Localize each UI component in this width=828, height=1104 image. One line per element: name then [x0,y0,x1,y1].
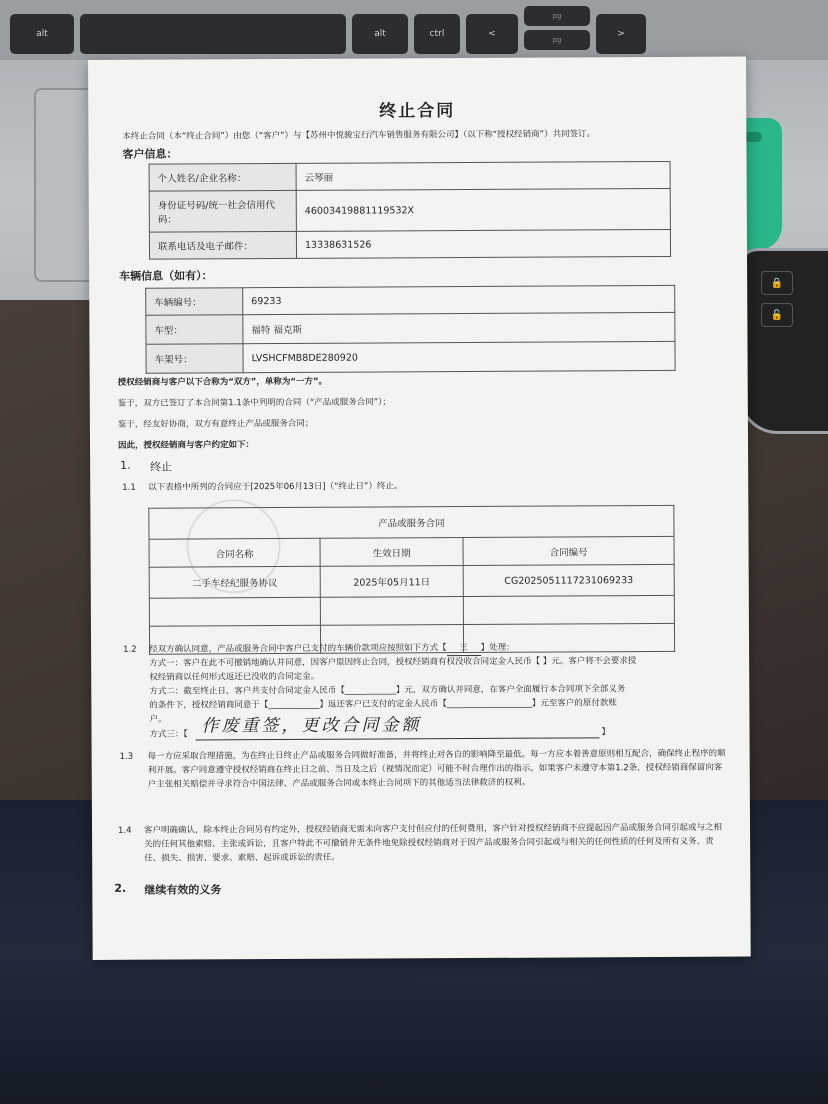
alt-key-right[interactable]: alt [352,14,408,54]
clause-1-1-number: 1.1 [122,482,136,493]
method-1 [149,654,729,685]
table-cell [320,597,463,626]
customer-label: 联系电话及电子邮件： [149,231,296,259]
column-header: 生效日期 [320,538,463,567]
table-cell [463,595,674,624]
table-cell: 二手车经纪服务协议 [149,566,320,598]
table-row [146,285,675,315]
page-up-key[interactable]: pg [524,6,590,26]
method-3-underline [196,737,600,740]
clause-1-2-text: 经双方确认同意，产品或服务合同中客户已支付的车辆价款项应按照如下方式【 [149,643,447,655]
customer-value: 4600341988111953​2X [296,188,670,231]
customer-table [149,161,671,260]
clause-1-3: 每一方应采取合理措施，为在终止日终止产品或服务合同做好准备，并将终止对各自的影响降至最低。每一方应本着善意原则相互配合，确保终止程序的顺利开展。客户同意遵守授权经销商在终止日之前、当日及之后（视情况而定）可能不时合理作出的指示。如果客户未遵守本第1.2条，授权经销商保留向客户主张相关赔偿并寻求符合中国法律、产品或服务合同或本终止合同项下的其他适当法律救济的权利。 [147,748,726,790]
page-down-key[interactable]: pg [524,30,590,50]
table-row [149,505,674,539]
clause-1-4-number: 1.4 [118,825,132,836]
right-arrow-key[interactable]: > [596,14,646,54]
method-2-line: 的条件下，授权经销商同意于【____________】返还客户已支付的定金人民币【____________________】元至客户的原付款账 [149,698,617,711]
ctrl-key[interactable]: ctrl [414,14,460,54]
vehicle-value: 69233 [243,285,675,314]
parties-definition: 授权经销商与客户以下合称为“双方”，单称为“一方”。 [117,376,328,388]
table-cell [149,597,320,626]
vehicle-heading: 车辆信息（如有）： [119,269,213,283]
section-2-title: 继续有效的义务 [144,883,222,897]
method-3-end: 】 [601,727,611,738]
vehicle-value: LVSHCFMB8DE280920 [243,341,675,372]
clause-1-4: 客户明确确认，除本终止合同另有约定外，授权经销商无需未向客户支付但应付的任何费用，客户针对授权经销商不应提起因产品或服务合同引起或与之相关的任何其他索赔、主张或诉讼，且客户特此不可撤销并无条件地免除授权经销商对于因产品或服务合同引起或与相关的任何性质的任何及所有义务、责任、损失、损害、要求、索赔、起诉或诉讼的责任。 [144,822,723,864]
method-3-label: 方式三：【 [149,729,188,740]
alt-key-left[interactable]: alt [10,14,74,54]
clause-1-3-number: 1.3 [119,751,134,762]
customer-label: 身份证号码/统一社会信用代码： [149,190,296,232]
table-row [146,341,675,373]
service-table-header: 产品或服务合同 [149,505,674,539]
unlock-icon: 🔓 [761,303,793,327]
section-1-number: 1. [120,458,131,472]
column-header: 合同编号 [463,536,674,565]
recital-2: 鉴于，经友好协商，双方有意终止产品或服务合同； [117,418,314,430]
table-row [149,536,674,567]
handwritten-note: 作废重签，更改合同金额 [201,715,422,737]
spacebar[interactable] [80,14,346,54]
table-row [149,188,670,232]
table-row [149,161,670,191]
table-row [146,312,675,344]
table-row [149,229,670,259]
table-cell: 2025年05月11日 [320,566,463,598]
service-contract-table [148,505,675,655]
method-2-line: 户。 [149,714,167,725]
vehicle-label: 车架号： [146,344,243,374]
table-cell: CG2025051117231069233 [463,564,674,596]
document-title: 终止合同 [379,101,456,122]
left-arrow-key[interactable]: < [466,14,518,54]
table-row [149,564,674,598]
vehicle-label: 车型： [146,315,243,345]
clause-1-2-text-end: 】处理： [480,642,515,653]
contract-page [88,57,751,960]
table-row [149,595,674,626]
recital-1: 鉴于，双方已签订了本合同第1.1条中列明的合同（“产品或服务合同”）； [117,397,391,409]
intro-paragraph: 本终止合同（本“终止合同”）由您（“客户”）与【苏州中悦骏宝行汽车销售服务有限公司】（以下称“授权经销商”）共同签订。 [122,129,596,142]
vehicle-value: 福特 福克斯 [243,312,675,343]
column-header: 合同名称 [149,538,320,567]
recital-3: 因此，授权经销商与客户约定如下： [117,440,255,451]
section-2-number: 2. [114,881,127,895]
clause-1-2-number: 1.2 [123,644,137,655]
customer-value: 云琴丽 [296,161,670,190]
clause-1-1: 以下表格中所列的合同应于[2025年06月13日]（“终止日”）终止。 [148,481,403,493]
car-key-fob [738,248,828,434]
handwritten-choice: 三 [447,641,481,656]
customer-value: 13338631526 [296,229,670,258]
section-1-title: 终止 [150,460,173,474]
customer-heading: 客户信息： [122,147,178,161]
method-1-line: 权经销商以任何形式返还已没收的合同定金。 [149,671,320,683]
method-2-line: 方式二：截至终止日，客户共支付合同定金人民币【____________】元，双方确认并同意，在客户全面履行本合同项下全部义务 [149,684,626,697]
vehicle-label: 车辆编号： [146,288,243,316]
lock-icon: 🔒 [761,271,793,295]
customer-label: 个人姓名/企业名称： [149,163,296,191]
method-1-line: 方式一：客户在此不可撤销地确认并同意，因客户原因终止合同，授权经销商有权没收合同定金人民币【 】元。客户将不会要求授 [149,656,637,669]
vehicle-table [145,285,675,374]
